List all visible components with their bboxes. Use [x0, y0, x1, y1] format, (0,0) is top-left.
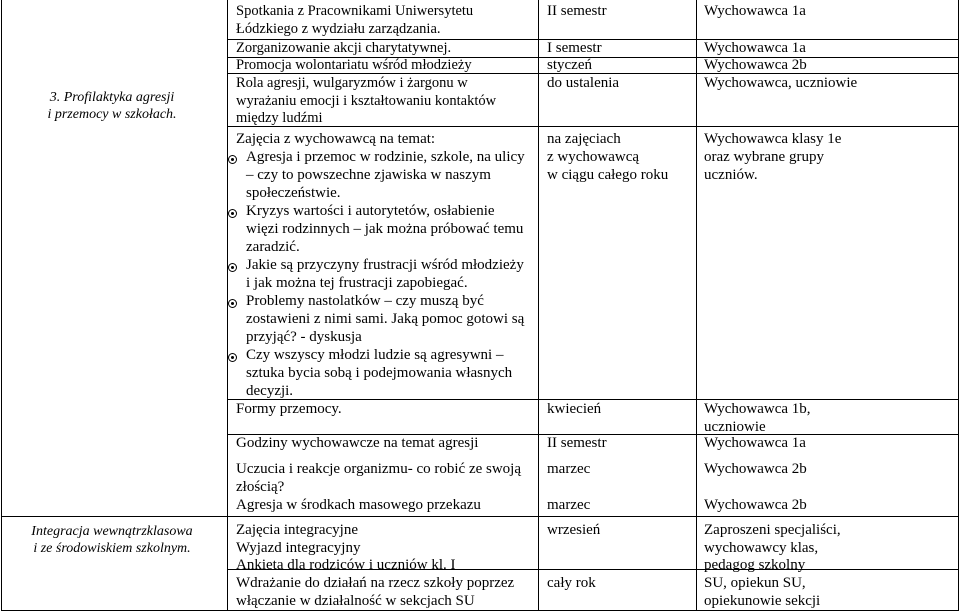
term-text: II semestr	[547, 435, 607, 451]
responsible-text: SU, opiekun SU,	[704, 575, 806, 591]
responsible-text: Wychowawca 1a	[704, 3, 806, 19]
term-text: z wychowawcą	[547, 149, 640, 165]
category-title: Integracja wewnątrzklasowa	[31, 524, 193, 539]
bullet-text: przyjąć? - dyskusja	[246, 329, 362, 345]
term-text: wrzesień	[547, 522, 601, 538]
responsible-text: uczniowie	[704, 419, 766, 435]
bullet-icon	[228, 209, 237, 218]
bullet-text: Agresja i przemoc w rodzinie, szkole, na ulicy	[246, 149, 525, 165]
responsible-text: opiekunowie sekcji	[704, 593, 821, 609]
term-text: styczeń	[547, 57, 592, 73]
responsible-text: Wychowawca, uczniowie	[704, 75, 858, 91]
responsible-text: wychowawcy klas,	[704, 540, 819, 556]
bullet-text: – czy to powszechne zjawiska w naszym	[246, 167, 491, 183]
task-text: między ludźmi	[236, 110, 323, 126]
bullet-text: Jakie są przyczyny frustracji wśród młodzieży	[246, 257, 524, 273]
category-subtitle: i przemocy w szkołach.	[47, 107, 177, 122]
term-text: w ciągu całego roku	[547, 167, 669, 183]
category-prevention	[2, 89, 222, 123]
task-text: Łódzkiego z wydziału zarządzania.	[236, 21, 441, 37]
category-integration	[2, 523, 222, 557]
responsible-text: Wychowawca 1a	[704, 40, 806, 56]
bullet-icon	[228, 263, 237, 272]
term-text: II semestr	[547, 3, 607, 19]
task-text: Wyjazd integracyjny	[236, 540, 361, 556]
bullet-icon	[228, 299, 237, 308]
term-text: na zajęciach	[547, 131, 621, 147]
bullet-text: Czy wszyscy młodzi ludzie są agresywni –	[246, 347, 504, 363]
bullet-text: i jak można tej frustracji zapobiegać.	[246, 275, 468, 291]
bullet-text: Problemy nastolatków – czy muszą być	[246, 293, 484, 309]
task-text: Formy przemocy.	[236, 401, 342, 417]
bullet-text: zaradzić.	[246, 239, 300, 255]
bullet-icon	[228, 353, 237, 362]
bullet-text: więzi rodzinnych – jak można próbować temu	[246, 221, 524, 237]
term-text: kwiecień	[547, 401, 602, 417]
task-text: Ankieta dla rodziców i uczniów kl. I	[236, 557, 456, 573]
task-text: włączanie w działalność w sekcjach SU	[236, 593, 475, 609]
task-text: Godziny wychowawcze na temat agresji	[236, 435, 479, 451]
responsible-text: uczniów.	[704, 167, 758, 183]
column-divider	[538, 0, 539, 611]
responsible-text: pedagog szkolny	[704, 557, 806, 573]
task-text: złością?	[236, 479, 285, 495]
responsible-text: Wychowawca 1b,	[704, 401, 811, 417]
task-text: Zorganizowanie akcji charytatywnej.	[236, 40, 452, 56]
task-text: Wdrażanie do działań na rzecz szkoły poprzez	[236, 575, 515, 591]
bullet-text: społeczeństwie.	[246, 185, 341, 201]
row-divider	[227, 126, 959, 127]
responsible-text: Wychowawca 2b	[704, 57, 807, 73]
responsible-text: oraz wybrane grupy	[704, 149, 824, 165]
table-border-right	[958, 0, 959, 611]
term-text: marzec	[547, 461, 591, 477]
task-text: Zajęcia integracyjne	[236, 522, 359, 538]
category-title: 3. Profilaktyka agresji	[49, 90, 175, 105]
task-intro: Zajęcia z wychowawcą na temat:	[236, 131, 436, 147]
column-divider	[696, 0, 697, 611]
term-text: marzec	[547, 497, 591, 513]
task-text: Spotkania z Pracownikami Uniwersytetu	[236, 3, 474, 19]
responsible-text: Zaproszeni specjaliści,	[704, 522, 841, 538]
term-text: I semestr	[547, 40, 602, 56]
task-text: Agresja w środkach masowego przekazu	[236, 497, 481, 513]
category-subtitle: i ze środowiskiem szkolnym.	[33, 541, 191, 556]
task-text: wyrażaniu emocji i kształtowaniu kontaktów	[236, 93, 497, 109]
section-divider	[1, 516, 959, 517]
responsible-text: Wychowawca 2b	[704, 497, 807, 513]
responsible-text: Wychowawca 2b	[704, 461, 807, 477]
bullet-icon	[228, 155, 237, 164]
term-text: cały rok	[547, 575, 596, 591]
responsible-text: Wychowawca 1a	[704, 435, 806, 451]
bullet-text: decyzji.	[246, 383, 294, 399]
task-text: Uczucia i reakcje organizmu- co robić ze swoją	[236, 461, 521, 477]
term-text: do ustalenia	[547, 75, 620, 91]
responsible-text: Wychowawca klasy 1e	[704, 131, 842, 147]
bullet-text: zostawieni z nimi sami. Jaką pomoc gotowi są	[246, 311, 525, 327]
task-text: Promocja wolontariatu wśród młodzieży	[236, 57, 472, 73]
bullet-text: sztuka bycia sobą i podejmowania własnych	[246, 365, 513, 381]
bullet-text: Kryzys wartości i autorytetów, osłabienie	[246, 203, 495, 219]
task-text: Rola agresji, wulgaryzmów i żargonu w	[236, 75, 468, 91]
